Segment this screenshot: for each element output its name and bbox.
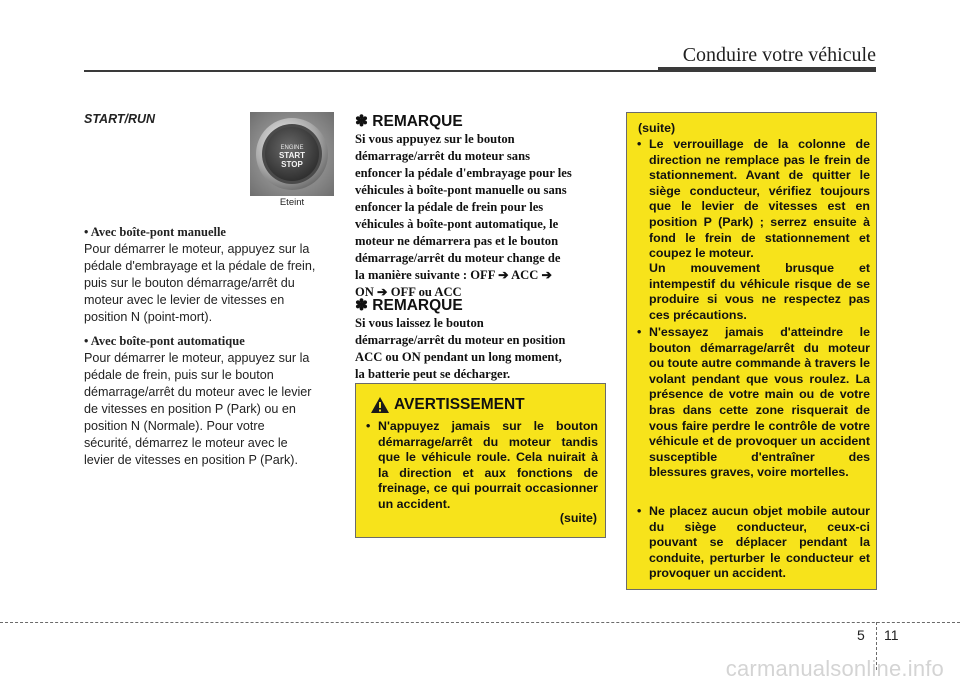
text-line: de vitesses en position P (Park) ou en	[84, 402, 296, 416]
warning-box	[355, 383, 606, 538]
text-line: démarrage/arrêt du moteur en position	[355, 333, 566, 347]
text-line: moteur ne démarrera pas et le bouton	[355, 234, 559, 248]
text-line: Si vous appuyez sur le bouton	[355, 132, 515, 146]
text-line: ACC ou ON pendant un long moment,	[355, 350, 562, 364]
manual-heading: • Avec boîte-pont manuelle	[84, 225, 226, 239]
bullet: •	[366, 419, 371, 433]
button-text-start: START	[278, 151, 306, 160]
text-line: moteur avec le levier de vitesses en	[84, 293, 285, 307]
text-line: véhicules à boîte-pont manuelle ou sans	[355, 183, 567, 197]
bullet: •	[637, 325, 642, 339]
warning-item	[637, 137, 870, 262]
text-line: Pour démarrer le moteur, appuyez sur la	[84, 242, 310, 256]
text-line: démarrage/arrêt du moteur change de	[355, 251, 561, 265]
remarque-title: ✽ REMARQUE	[355, 113, 463, 130]
bullet: •	[637, 504, 642, 518]
text-line: démarrage/arrêt du moteur sans	[355, 149, 530, 163]
warning-item-text: Le verrouillage de la colonne de direction ne remplace pas le frein de stationnement. Avant de quitter le siège conducteur, vérifiez toujours que le levier de vitesses est en position P (Park) ; serrez ensuite à fond le frein de stationnement et coupez le moteur.	[649, 137, 870, 261]
warning-continued-box	[626, 112, 877, 590]
auto-heading: • Avec boîte-pont automatique	[84, 334, 245, 348]
text-line: démarrage/arrêt du moteur avec le levier	[84, 385, 312, 399]
start-stop-button-photo	[250, 112, 334, 196]
bullet: •	[637, 137, 642, 151]
continued-label: (suite)	[559, 511, 597, 525]
text-line: pédale d'embrayage et la pédale de frein,	[84, 259, 316, 273]
footer-rule	[0, 622, 960, 623]
text-line: pédale de frein, puis sur le bouton	[84, 368, 274, 382]
warning-item	[637, 325, 870, 481]
auto-paragraph	[84, 350, 334, 469]
page-number: 11	[884, 627, 899, 643]
chapter-number: 5	[857, 627, 865, 643]
warning-title: AVERTISSEMENT	[394, 396, 525, 413]
section-title: START/RUN	[84, 112, 156, 126]
chapter-title: Conduire votre véhicule	[682, 44, 876, 66]
manual-paragraph	[84, 241, 334, 326]
warning-item	[637, 504, 870, 582]
remarque-paragraph	[355, 131, 605, 301]
warning-heading	[370, 396, 525, 414]
start-stop-button-icon	[250, 112, 334, 196]
text-line: enfoncer la pédale de frein pour les	[355, 200, 544, 214]
text-line: enfoncer la pédale d'embrayage pour les	[355, 166, 572, 180]
text-line: levier de vitesses en position P (Park).	[84, 453, 298, 467]
text-line: position N (Normale). Pour votre	[84, 419, 265, 433]
text-line: Pour démarrer le moteur, appuyez sur la	[84, 351, 310, 365]
text-line: la manière suivante : OFF ➔ ACC ➔	[355, 268, 553, 282]
button-text-stop: STOP	[281, 160, 303, 169]
text-line: Si vous laissez le bouton	[355, 316, 484, 330]
text-line: sécurité, démarrez le moteur avec le	[84, 436, 288, 450]
text-line: position N (point-mort).	[84, 310, 213, 324]
warning-item-text: N'essayez jamais d'atteindre le bouton démarrage/arrêt du moteur ou toute autre commande à travers le volant pendant que vous roulez. La présence de votre main ou de votre bras dans cette zone risquerait de vous faire perdre le contrôle de votre véhicule et de provoquer un accident susceptible d'entraîner des blessures graves, voire mortelles.	[649, 325, 870, 480]
warning-item	[366, 419, 598, 513]
continued-label: (suite)	[638, 121, 676, 135]
text-line: ON ➔ OFF ou ACC	[355, 285, 462, 299]
photo-caption: Eteint	[279, 197, 305, 208]
remarque-title: ✽ REMARQUE	[355, 297, 463, 314]
warning-item-text: Ne placez aucun objet mobile autour du siège conducteur, ceux-ci pouvant se déplacer pendant la conduite, perturber le conducteur et provoquer un accident.	[649, 504, 870, 581]
header-rule-accent	[658, 67, 876, 72]
warning-triangle-icon	[370, 396, 390, 414]
warning-item-text: N'appuyez jamais sur le bouton démarrage/arrêt du moteur tandis que le véhicule roule. Cela nuirait à la direction et aux fonctions de freinage, ce qui pourrait occasionner un accident.	[378, 419, 598, 511]
watermark: carmanualsonline.info	[725, 656, 944, 681]
text-line: véhicules à boîte-pont automatique, le	[355, 217, 559, 231]
text-line: puis sur le bouton démarrage/arrêt du	[84, 276, 295, 290]
text-line: la batterie peut se décharger.	[355, 367, 511, 381]
warning-item-continuation: Un mouvement brusque et intempestif du véhicule risque de se produire si vous ne respectez pas ces précautions.	[649, 261, 870, 322]
remarque-paragraph	[355, 315, 605, 383]
button-text-engine: ENGINE	[280, 145, 304, 151]
